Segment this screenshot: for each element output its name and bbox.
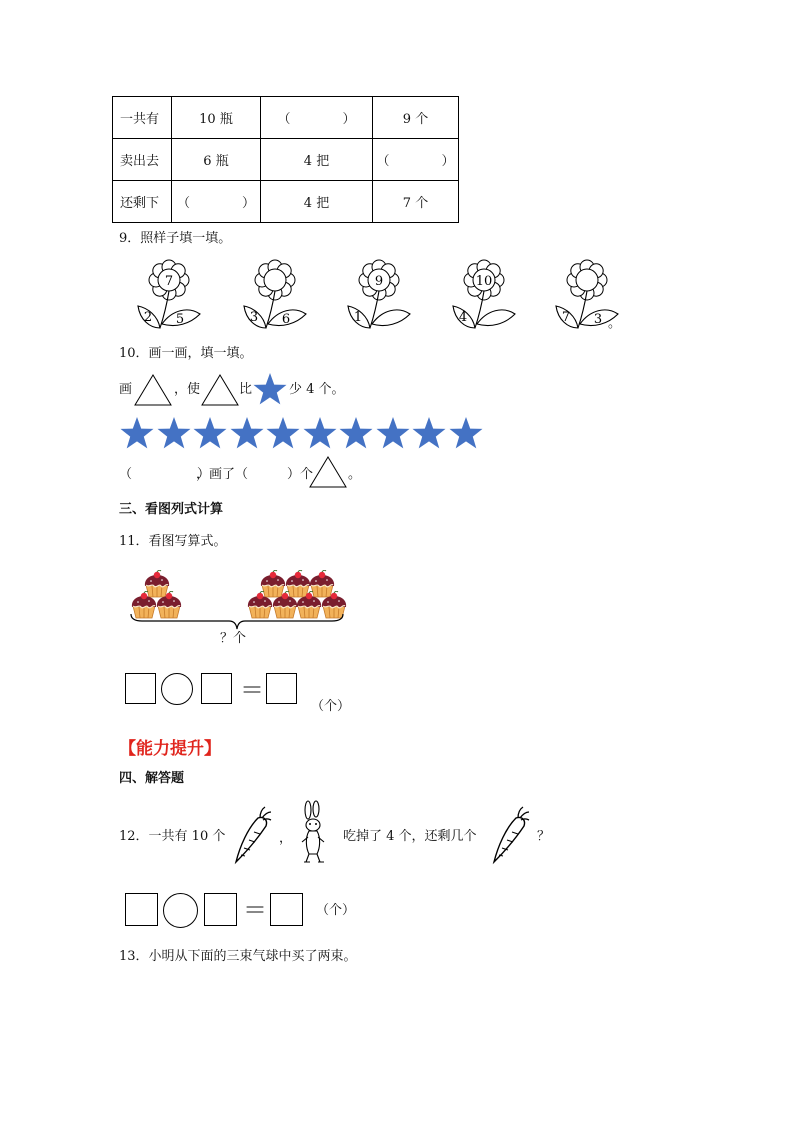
star-icon bbox=[192, 416, 228, 452]
flower-left-number: 4 bbox=[458, 310, 468, 325]
flower-right-number: 3 bbox=[593, 312, 603, 327]
star-icon bbox=[411, 416, 447, 452]
star-icon bbox=[375, 416, 411, 452]
answer-box[interactable] bbox=[270, 893, 303, 926]
flower-right-number: 6 bbox=[281, 312, 291, 327]
flower bbox=[344, 258, 414, 338]
flower-right-number: 5 bbox=[175, 312, 185, 327]
flower bbox=[449, 258, 519, 338]
operator-circle[interactable] bbox=[161, 673, 193, 705]
flower-right-leaf bbox=[372, 310, 410, 326]
brace-icon bbox=[128, 612, 346, 632]
star-icon bbox=[229, 416, 265, 452]
table-cell: 6 瓶 bbox=[172, 139, 261, 181]
table-row bbox=[113, 97, 459, 139]
star-icon bbox=[156, 416, 192, 452]
table-cell: （ ） bbox=[373, 139, 459, 181]
flower-center bbox=[264, 269, 286, 291]
q12-text-end: 吃掉了 4 个，还剩几个 bbox=[343, 829, 477, 844]
q9-trailing: 。 bbox=[608, 316, 622, 331]
star-icon bbox=[252, 372, 288, 408]
flower-left-number: 7 bbox=[561, 310, 571, 325]
star-icon bbox=[338, 416, 374, 452]
table-cell: 4 把 bbox=[261, 181, 373, 223]
q12-text-start: 12．一共有 10 个 bbox=[119, 829, 226, 844]
unit-label: （个） bbox=[316, 903, 356, 918]
q10-fewer: 少 4 个。 bbox=[289, 382, 345, 397]
row-label: 卖出去 bbox=[113, 139, 172, 181]
row-label: 还剩下 bbox=[113, 181, 172, 223]
sales-table bbox=[112, 96, 459, 223]
star-icon bbox=[119, 416, 155, 452]
q12-comma: ， bbox=[279, 831, 293, 846]
q10-comma: ，使 bbox=[174, 382, 201, 397]
rabbit-icon bbox=[299, 800, 329, 866]
ability-heading: 【能力提升】 bbox=[119, 739, 221, 759]
answer-box[interactable] bbox=[201, 673, 232, 704]
star-icon bbox=[448, 416, 484, 452]
flower-center bbox=[576, 269, 598, 291]
flower-center-number: 10 bbox=[475, 274, 493, 289]
q13-text: 13．小明从下面的三束气球中买了两束。 bbox=[119, 949, 357, 964]
flower-left-number: 1 bbox=[353, 310, 363, 325]
flower-right-leaf bbox=[477, 310, 515, 326]
q11-title: 11．看图写算式。 bbox=[119, 534, 227, 549]
table-row bbox=[113, 181, 459, 223]
flower-left-number: 3 bbox=[249, 310, 259, 325]
flower bbox=[134, 258, 204, 338]
q11-question: ？个 bbox=[220, 631, 247, 646]
q10-end: 。 bbox=[348, 467, 362, 482]
answer-box[interactable] bbox=[204, 893, 237, 926]
flower-left-number: 2 bbox=[143, 310, 153, 325]
table-cell: （ ） bbox=[261, 97, 373, 139]
flower-center-number: 7 bbox=[164, 274, 174, 289]
equals-sign: ＝ bbox=[243, 896, 267, 924]
equals-sign: ＝ bbox=[240, 676, 264, 704]
q10-title: 10．画一画，填一填。 bbox=[119, 346, 253, 361]
section-3-heading: 三、看图列式计算 bbox=[119, 502, 224, 517]
answer-box[interactable] bbox=[266, 673, 297, 704]
triangle-icon bbox=[309, 456, 347, 488]
carrot-icon bbox=[490, 806, 530, 866]
row-label: 一共有 bbox=[113, 97, 172, 139]
table-cell: 7 个 bbox=[373, 181, 459, 223]
q10-than: 比 bbox=[239, 382, 253, 397]
q10-drew: ，画了（ ）个 bbox=[196, 467, 314, 482]
star-icon bbox=[302, 416, 338, 452]
table-cell: （ ） bbox=[172, 181, 261, 223]
answer-box[interactable] bbox=[125, 673, 156, 704]
triangle-icon bbox=[134, 374, 172, 406]
star-icon bbox=[265, 416, 301, 452]
table-row bbox=[113, 139, 459, 181]
flower-center-number: 9 bbox=[374, 274, 384, 289]
q10-draw-label: 画 bbox=[119, 382, 133, 397]
triangle-icon bbox=[201, 374, 239, 406]
table-cell: 10 瓶 bbox=[172, 97, 261, 139]
q12-question-mark: ？ bbox=[537, 829, 551, 844]
table-cell: 4 把 bbox=[261, 139, 373, 181]
section-4-heading: 四、解答题 bbox=[119, 771, 185, 786]
table-cell: 9 个 bbox=[373, 97, 459, 139]
unit-label: （个） bbox=[311, 699, 351, 714]
operator-circle[interactable] bbox=[163, 893, 198, 928]
answer-box[interactable] bbox=[125, 893, 158, 926]
q10-blank: （ ） bbox=[119, 467, 211, 482]
flower bbox=[240, 258, 310, 338]
q9-title: 9．照样子填一填。 bbox=[119, 231, 232, 246]
carrot-icon bbox=[232, 806, 272, 866]
